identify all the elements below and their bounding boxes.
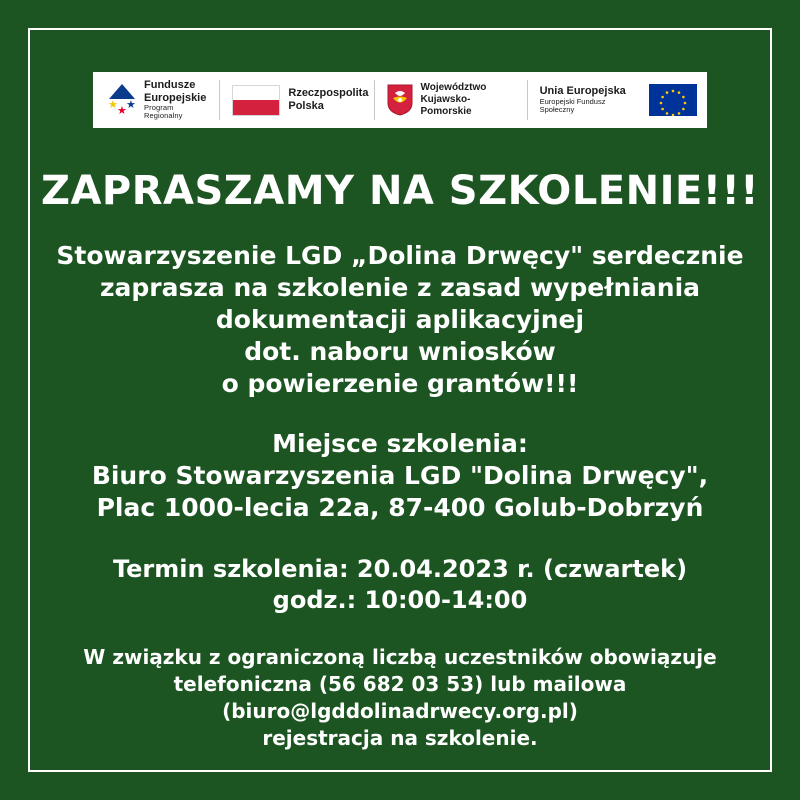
registration-line: W związku z ograniczoną liczbą uczestników obowiązuje [83,645,717,670]
invitation-paragraph [28,240,772,400]
place-line: Biuro Stowarzyszenia LGD "Dolina Drwęcy", [91,461,709,490]
registration-line: rejestracja na szkolenie. [262,725,538,750]
wojewodztwo-label [420,82,520,118]
logo-divider [374,80,375,120]
rzeczpospolita-label [288,87,368,113]
woj-line-2: Kujawsko-Pomorskie [420,94,472,117]
invitation-line: dot. naboru wniosków [244,337,556,366]
fe-line-1: Fundusze [144,79,196,92]
place-paragraph [28,428,772,524]
place-line: Miejsce szkolenia: [272,429,528,458]
poster-headline: ZAPRASZAMY NA SZKOLENIE!!! [40,168,760,214]
eu-funding-logo-strip [93,72,707,128]
invitation-line: Stowarzyszenie LGD „Dolina Drwęcy" serdecznie [56,241,744,270]
coat-of-arms-icon [387,84,413,116]
logo-unia-europejska [534,72,697,128]
fe-line-3: Program Regionalny [144,102,183,121]
invitation-line: dokumentacji aplikacyjnej [215,305,585,334]
registration-line: telefoniczna (56 682 03 53) lub mailowa [173,672,627,697]
date-line: godz.: 10:00-14:00 [272,586,528,615]
unia-europejska-label [540,85,641,115]
pl-line-2: Polska [288,100,324,112]
eu-flag-icon [649,84,697,116]
polish-flag-icon [232,85,280,116]
registration-paragraph [28,644,772,751]
logo-divider [219,80,220,120]
logo-divider [527,80,528,120]
logo-wojewodztwo-kujawsko-pomorskie [381,72,520,128]
pl-line-1: Rzeczpospolita [288,86,369,99]
ue-line-2: Europejski Fundusz Społeczny [539,96,606,115]
poster-content [28,28,772,772]
registration-line: (biuro@lgddolinadrwecy.org.pl) [222,698,578,723]
invitation-line: o powierzenie grantów!!! [221,369,579,398]
woj-line-1: Województwo [420,82,487,93]
fundusze-europejskie-label [144,79,213,120]
fundusze-europejskie-icon: ★ ★ ★ [107,83,137,117]
ue-line-1: Unia Europejska [539,85,626,98]
date-line: Termin szkolenia: 20.04.2023 r. (czwartek) [112,555,688,583]
invitation-line: zaprasza na szkolenie z zasad wypełniania [99,273,701,302]
fe-line-2: Europejskie [144,91,207,104]
logo-rzeczpospolita-polska [226,72,368,128]
date-paragraph [28,554,772,616]
place-line: Plac 1000-lecia 22a, 87-400 Golub-Dobrzyń [96,493,704,522]
logo-fundusze-europejskie [103,72,213,128]
